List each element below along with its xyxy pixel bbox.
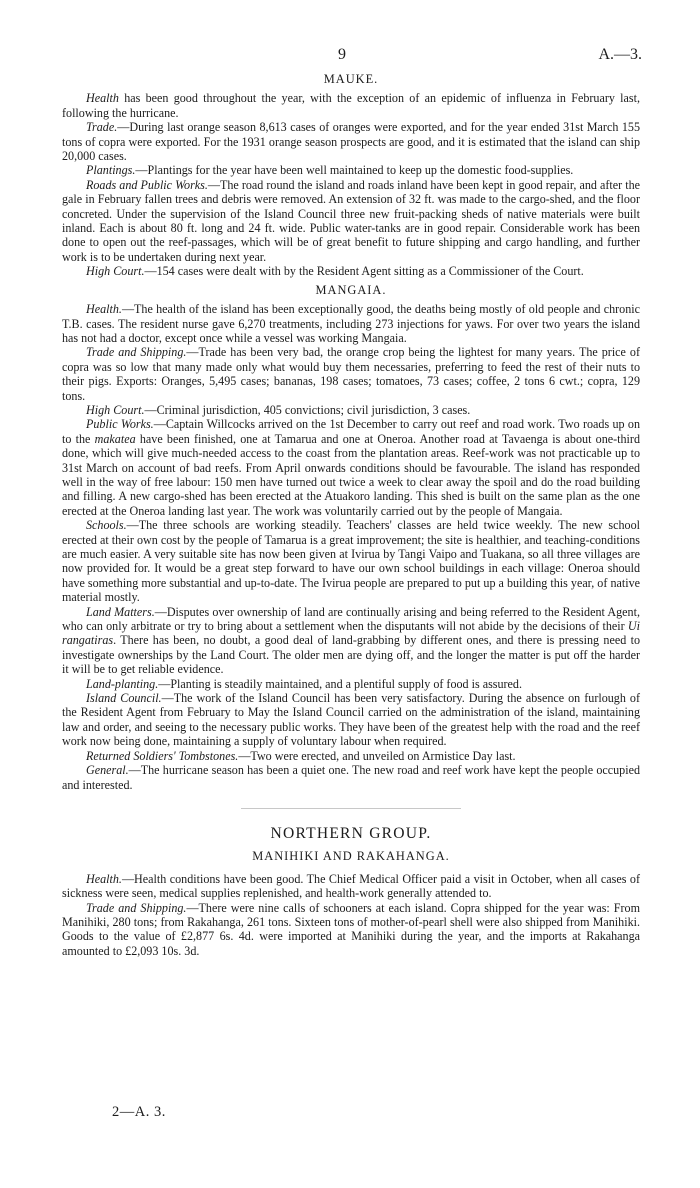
paragraph-text: have been finished, one at Tamarua and one at Oneroa. Another road at Tavaenga is about one-third done, which will give much-needed access to the coast from the plantation areas. Reef-work was not practicable up to 31st March on account of bad reefs. From April onwards conditions should be favourable. The island has responded well in the way of free labour: 150 men have turned out twice a week to clear away the spoil and do the road building and filling. A new cargo-shed has been erected at the Atuakoro landing. This shed is built on the same plan as the one erected at the Oneroa landing last year. The work was voluntarily carried out by the people of Mangaia. bbox=[62, 431, 640, 518]
paragraph-text: —Planting is steadily maintained, and a plentiful supply of food is assured. bbox=[158, 676, 522, 691]
paragraph-text: —The work of the Island Council has been very satisfactory. During the absence on furlough of the Resident Agent from February to May the Island Council carried on the administration of the island, maintaining law and order, and seeing to the necessary public works. They have been of the greatest help with the road and the reef work now being done, maintaining a supply of voluntary labour when required. bbox=[62, 691, 640, 749]
italic-term: makatea bbox=[94, 431, 136, 446]
paragraph-lead: Plantings. bbox=[86, 163, 136, 178]
section-heading-mangaia: MANGAIA. bbox=[315, 282, 387, 297]
northern-trade-paragraph bbox=[62, 901, 640, 959]
paragraph-text: —Criminal jurisdiction, 405 convictions; civil jurisdiction, 3 cases. bbox=[144, 402, 471, 417]
paragraph-text: —Disputes over ownership of land are continually arising and being referred to the Resident Agent, who can only arbitrate or try to bring about a settlement when the disputants will not abide by the decisions of their bbox=[62, 604, 640, 634]
section-heading-northern-group: NORTHERN GROUP. bbox=[270, 824, 432, 842]
section-heading-mauke: MAUKE. bbox=[323, 72, 379, 86]
paragraph-lead: Trade. bbox=[86, 120, 118, 135]
mangaia-returned-soldiers-paragraph bbox=[62, 749, 640, 763]
paragraph-lead: Public Works. bbox=[86, 417, 154, 432]
italic-term: Ui rangatiras bbox=[62, 619, 640, 648]
mauke-health-paragraph bbox=[62, 91, 640, 120]
mauke-trade-paragraph bbox=[62, 120, 640, 163]
paragraph-lead: Health. bbox=[86, 302, 122, 317]
paragraph-text: —The hurricane season has been a quiet one. The new road and reef work have kept the people occupied and interested. bbox=[62, 763, 640, 792]
mangaia-island-council-paragraph bbox=[62, 691, 640, 749]
paragraph-text: —Two were erected, and unveiled on Armistice Day last. bbox=[238, 748, 516, 763]
mangaia-land-planting-paragraph bbox=[62, 677, 640, 691]
paragraph-text: —The three schools are working steadily. Teachers' classes are held twice weekly. The new school erected at their own cost by the people of Tamarua is a great improvement; the site is healthier, and teaching-conditions are much easier. A very suitable site has now been given at Ivirua by Tangi Vaipo and Tuakana, so all three villages are now provided for. It would be a great step forward to have our own school buildings in each village: Oneroa should have something more substantial and up-to-date. The Ivirua people are prepared to put up a building this year, of native material mostly. bbox=[62, 518, 640, 605]
paragraph-text: —Trade has been very bad, the orange crop being the lightest for many years. The price of copra was so low that many made only what would buy them necessaries, preferring to feed the rest of their nuts to their pigs. Exports: Oranges, 5,495 cases; bananas, 198 cases; tomatoes, 73 cases; coffee, 2 tons 6 cwt.; copra, 129 tons. bbox=[62, 345, 640, 403]
paragraph-lead: Land Matters. bbox=[86, 604, 155, 619]
mauke-plantings-paragraph bbox=[62, 163, 640, 177]
mangaia-public-works-paragraph bbox=[62, 417, 640, 518]
northern-health-paragraph bbox=[62, 872, 640, 901]
mauke-roads-paragraph bbox=[62, 178, 640, 264]
paragraph-lead: High Court. bbox=[86, 402, 145, 417]
paragraph-lead: Trade and Shipping. bbox=[86, 900, 187, 915]
paragraph-text: . There has been, no doubt, a good deal of land-grabbing by different ones, and there is pressing need to investigate ownerships by the Land Court. The older men are dying off, and the longer the matter is put off the harder it will be to get reliable evidence. bbox=[62, 633, 640, 677]
page-body bbox=[62, 72, 640, 958]
paragraph-lead: Trade and Shipping. bbox=[86, 345, 187, 360]
paragraph-lead: Roads and Public Works. bbox=[86, 177, 208, 192]
paragraph-text: —During last orange season 8,613 cases of oranges were exported, and for the year ended 31st March 155 tons of copra were exported. For the 1931 orange season prospects are good, and it is estimated that the island can ship 20,000 cases. bbox=[62, 120, 640, 164]
paragraph-lead: Health bbox=[86, 91, 119, 106]
mangaia-land-matters-paragraph bbox=[62, 605, 640, 677]
paragraph-lead: Health. bbox=[86, 871, 122, 886]
section-divider bbox=[241, 808, 461, 809]
paragraph-text: —Health conditions have been good. The Chief Medical Officer paid a visit in October, when all cases of sickness were seen, medical supplies replenished, and health-work generally attended to. bbox=[62, 871, 640, 901]
paragraph-text: —The road round the island and roads inland have been kept in good repair, and after the gale in February fallen trees and debris were removed. An extension of 32 ft. was made to the cargo-shed, and the floor concreted. Under the supervision of the Island Council three new fruit-packing sheds of native materials were built inland. Each is about 80 ft. long and 24 ft. wide. Public water-tanks are in good repair. Considerable work has been done to open out the reef-passages, which will be of great benefit to future shipping and cargo handling, and further work is to be undertaken during next year. bbox=[62, 177, 640, 264]
paragraph-lead: Island Council. bbox=[86, 691, 162, 706]
document-reference: A.—3. bbox=[598, 46, 642, 63]
paragraph-text: has been good throughout the year, with the exception of an epidemic of influenza in February last, following the hurricane. bbox=[62, 91, 640, 120]
paragraph-lead: General. bbox=[86, 763, 129, 778]
mangaia-schools-paragraph bbox=[62, 518, 640, 604]
signature-mark: 2—A. 3. bbox=[112, 1104, 166, 1120]
paragraph-lead: Land-planting. bbox=[86, 676, 159, 691]
subsection-heading-manihiki-rakahanga: MANIHIKI AND RAKAHANGA. bbox=[252, 849, 450, 864]
page-header bbox=[0, 46, 700, 66]
mauke-high-court-paragraph bbox=[62, 264, 640, 278]
paragraph-lead: Schools. bbox=[86, 518, 127, 533]
paragraph-lead: Returned Soldiers' Tombstones. bbox=[86, 748, 239, 763]
paragraph-text: —154 cases were dealt with by the Resident Agent sitting as a Commissioner of the Court. bbox=[144, 264, 584, 279]
mangaia-general-paragraph bbox=[62, 763, 640, 792]
paragraph-text: —The health of the island has been exceptionally good, the deaths being mostly of old people and chronic T.B. cases. The resident nurse gave 6,270 treatments, including 273 injections for yaws. For over two years the island has not had a doctor, except once while a vessel was working Mangaia. bbox=[62, 302, 640, 345]
paragraph-text: —There were nine calls of schooners at each island. Copra shipped for the year was: From Manihiki, 280 tons; from Rakahanga, 261 tons. Sixteen tons of mother-of-pearl shell were also shipped from Manihiki. Goods to the value of £2,877 6s. 4d. were imported at Manihiki during the year, and the imports at Rakahanga amounted to £2,093 10s. 3d. bbox=[62, 900, 640, 958]
paragraph-lead: High Court. bbox=[86, 264, 145, 279]
paragraph-text: —Captain Willcocks arrived on the 1st December to carry out reef and road work. Two roads up on to the bbox=[62, 417, 640, 446]
page-number: 9 bbox=[338, 46, 346, 63]
mangaia-high-court-paragraph bbox=[62, 403, 640, 417]
mangaia-trade-paragraph bbox=[62, 345, 640, 403]
mangaia-health-paragraph bbox=[62, 302, 640, 345]
paragraph-text: —Plantings for the year have been well maintained to keep up the domestic food-supplies. bbox=[135, 163, 574, 178]
